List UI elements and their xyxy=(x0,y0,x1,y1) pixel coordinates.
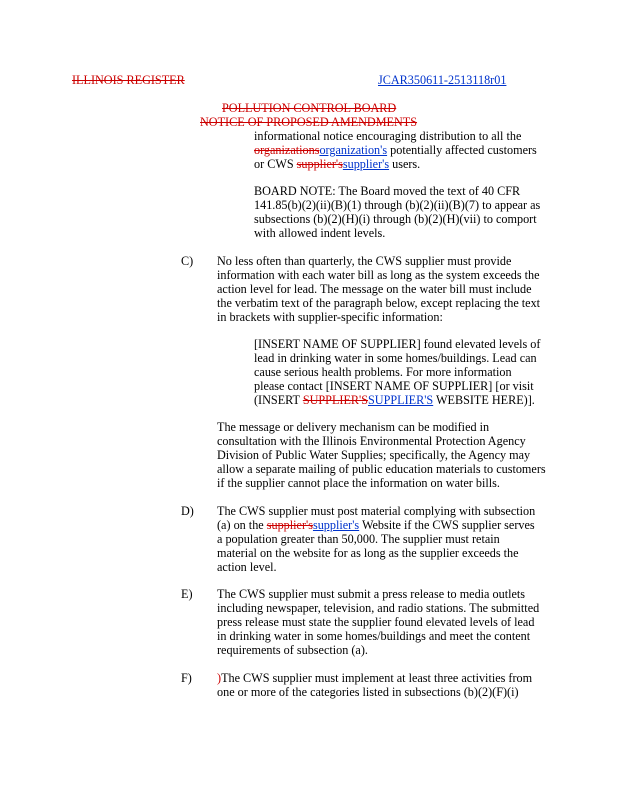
message-paragraph xyxy=(217,420,546,490)
item-line: The CWS supplier must submit a press release to media outlets xyxy=(217,587,526,601)
message-line: allow a separate mailing of public education materials to customers xyxy=(217,462,546,476)
item-line: information with each water bill as long as the system exceeds the xyxy=(217,268,540,282)
item-line: in brackets with supplier-specific information: xyxy=(217,310,443,324)
item-line: including newspaper, television, and radio stations. The submitted xyxy=(217,601,540,615)
intro-text: or CWS xyxy=(254,157,297,171)
item-line: No less often than quarterly, the CWS supplier must provide xyxy=(217,254,512,268)
quote-line: lead in drinking water in some homes/buildings. Lead can xyxy=(254,351,537,365)
quote-text: (INSERT xyxy=(254,393,303,407)
agency-title: POLLUTION CONTROL BOARD xyxy=(222,101,397,115)
item-label-e: E) xyxy=(181,587,193,601)
item-line: one or more of the categories listed in subsections (b)(2)(F)(i) xyxy=(217,685,519,699)
item-text: (a) on the xyxy=(217,518,267,532)
revision-mark: ) xyxy=(217,671,222,685)
item-text: Website if the CWS supplier serves xyxy=(359,518,535,532)
quoted-message xyxy=(254,337,540,407)
item-label-f: F) xyxy=(181,671,192,685)
item-f-text xyxy=(217,671,532,699)
intro-text: users. xyxy=(389,157,421,171)
item-label-d: D) xyxy=(181,504,194,518)
register-header: ILLINOIS REGISTER xyxy=(72,73,185,87)
item-label-c: C) xyxy=(181,254,194,268)
item-line: material on the website for as long as the supplier exceeds the xyxy=(217,546,519,560)
quote-text: WEBSITE HERE)]. xyxy=(433,393,535,407)
item-line: in drinking water in some homes/buildings and meet the content xyxy=(217,629,531,643)
board-note-line: BOARD NOTE: The Board moved the text of 40 CFR xyxy=(254,184,521,198)
item-line: action level for lead. The message on the water bill must include xyxy=(217,282,532,296)
item-line: a population greater than 50,000. The supplier must retain xyxy=(217,532,500,546)
item-line xyxy=(217,518,535,532)
message-line: The message or delivery mechanism can be modified in xyxy=(217,420,490,434)
item-d-text xyxy=(217,504,535,574)
intro-line xyxy=(254,143,537,157)
item-line: press release must state the supplier found elevated levels of lead xyxy=(217,615,535,629)
intro-text: potentially affected customers xyxy=(387,143,537,157)
jcar-code: JCAR350611-2513118r01 xyxy=(378,73,507,87)
deleted-text: organizations xyxy=(254,143,320,157)
deleted-text: SUPPLIER'S xyxy=(302,393,368,407)
item-line: the verbatim text of the paragraph below, except replacing the text xyxy=(217,296,541,310)
item-line: requirements of subsection (a). xyxy=(217,643,368,657)
inserted-text: organization's xyxy=(319,143,388,157)
quote-line: please contact [INSERT NAME OF SUPPLIER] [or visit xyxy=(254,379,534,393)
board-note-line: subsections (b)(2)(H)(i) through (b)(2)(H)(vii) to comport xyxy=(254,212,537,226)
board-note-line: with allowed indent levels. xyxy=(254,226,386,240)
intro-paragraph xyxy=(254,129,537,171)
deleted-text: supplier's xyxy=(266,518,313,532)
message-line: consultation with the Illinois Environmental Protection Agency xyxy=(217,434,526,448)
item-text: The CWS supplier must implement at least three activities from xyxy=(221,671,533,685)
quote-line: [INSERT NAME OF SUPPLIER] found elevated levels of xyxy=(254,337,541,351)
board-note xyxy=(254,184,540,240)
item-line: The CWS supplier must post material complying with subsection xyxy=(217,504,536,518)
intro-line xyxy=(254,157,537,171)
quote-line xyxy=(254,393,540,407)
message-line: if the supplier cannot place the information on water bills. xyxy=(217,476,500,490)
item-e-text xyxy=(217,587,539,657)
inserted-text: supplier's xyxy=(312,518,360,532)
item-line xyxy=(217,671,532,685)
quote-line: cause serious health problems. For more information xyxy=(254,365,512,379)
notice-title: NOTICE OF PROPOSED AMENDMENTS xyxy=(200,115,418,129)
board-note-line: 141.85(b)(2)(ii)(B)(1) through (b)(2)(ii)(B)(7) to appear as xyxy=(254,198,541,212)
intro-line: informational notice encouraging distribution to all the xyxy=(254,129,522,143)
item-c-text xyxy=(217,254,540,324)
message-line: Division of Public Water Supplies; specifically, the Agency may xyxy=(217,448,531,462)
inserted-text: supplier's xyxy=(342,157,390,171)
inserted-text: SUPPLIER'S xyxy=(368,393,434,407)
item-line: action level. xyxy=(217,560,277,574)
deleted-text: supplier's xyxy=(296,157,343,171)
